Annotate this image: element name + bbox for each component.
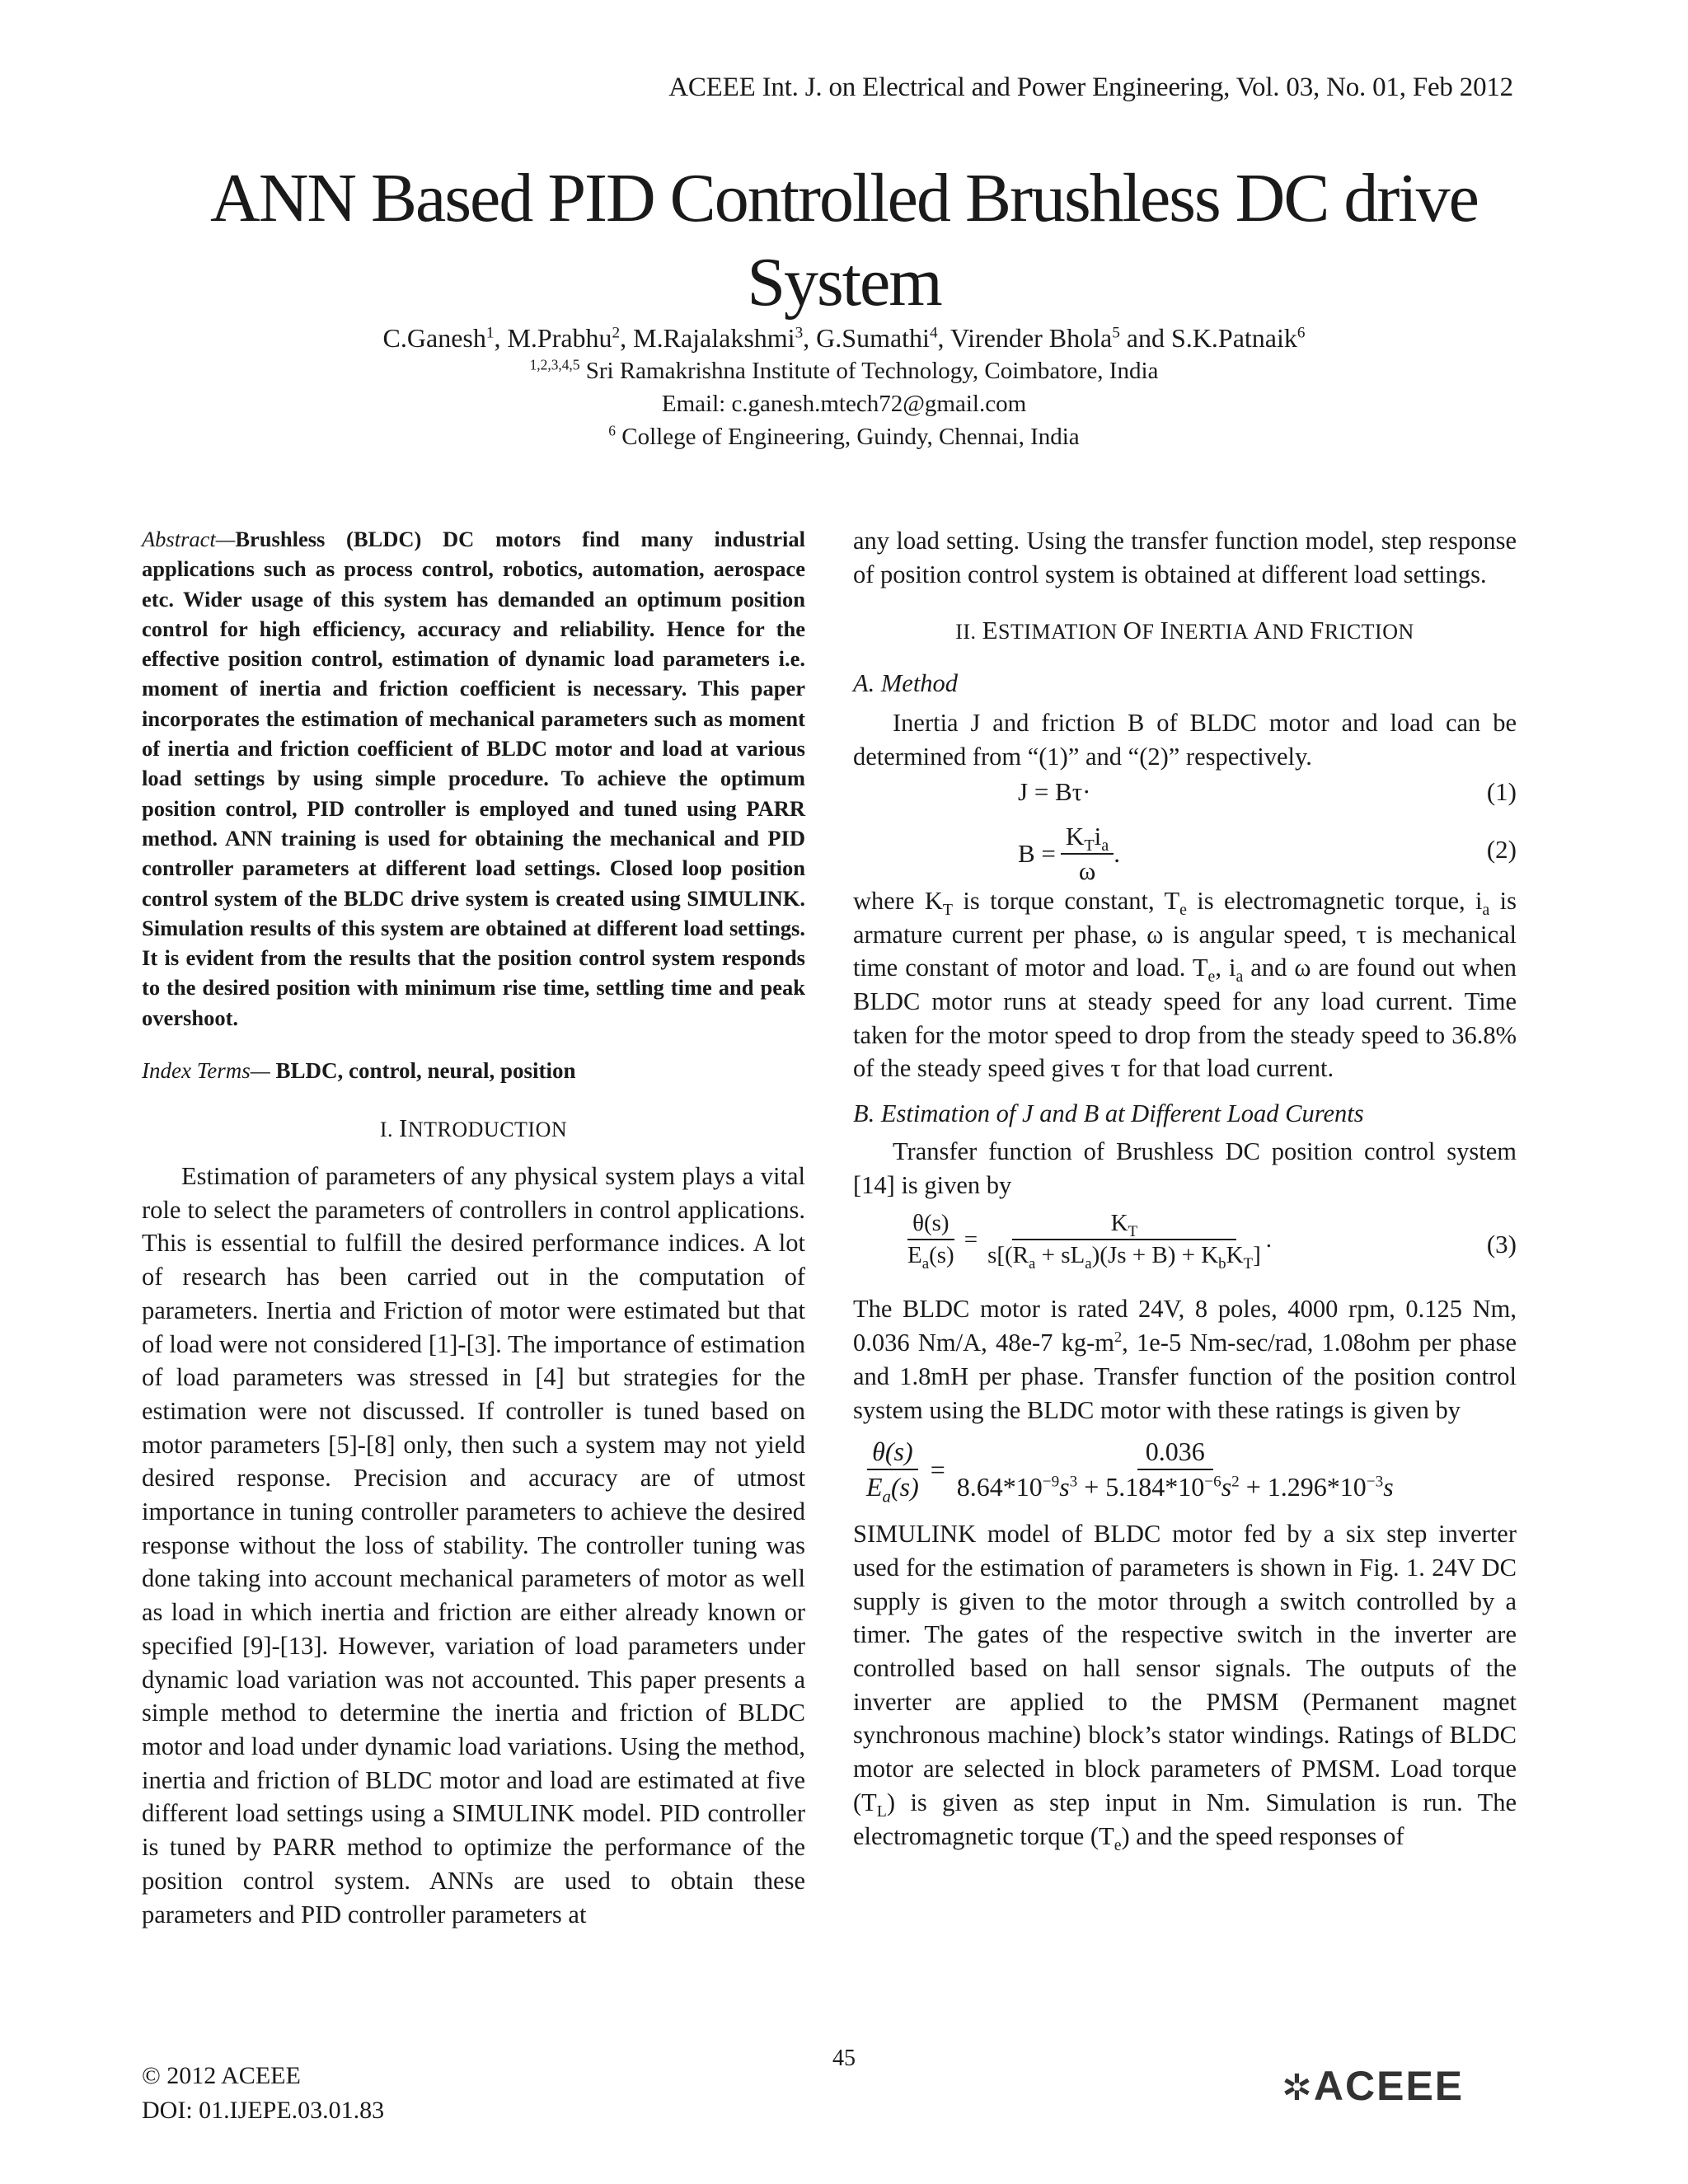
title-line-2: System bbox=[747, 244, 941, 321]
transfer-function-paragraph: Transfer function of Brushless DC position control system [14] is given by bbox=[853, 1137, 1517, 1199]
equation-4: $\frac{\theta(s)}{E_a(s)}$ = $\frac{0.036}{8.64*10^{-9}s^3 + 5.184*10^{-6}s^2 + 1.296*10^{-3}s}$ bbox=[866, 1436, 1394, 1507]
subsection-a-heading: A. Method bbox=[853, 669, 959, 698]
running-header: ACEEE Int. J. on Electrical and Power Engineering, Vol. 03, No. 01, Feb 2012 bbox=[668, 73, 1513, 102]
index-terms: Index Terms— BLDC, control, neural, position bbox=[142, 1058, 576, 1084]
author-email: Email: c.ganesh.mtech72@gmail.com bbox=[661, 391, 1027, 417]
star-icon: ✲ bbox=[1282, 2068, 1314, 2108]
method-paragraph: Inertia J and friction B of BLDC motor and load can be determined from “(1)” and “(2)” respectively. bbox=[853, 709, 1517, 771]
rating-paragraph: The BLDC motor is rated 24V, 8 poles, 4000 rpm, 0.125 Nm, 0.036 Nm/A, 48e-7 $kg-m^2$, 1e-5 Nm-sec/rad, 1.08ohm per phase and 1.8mH per phase. Transfer function of the position control system using the BLDC motor with these ratings is given by bbox=[853, 1295, 1517, 1424]
aceee-logo: ✲ACEEE bbox=[1282, 2063, 1465, 2109]
introduction-paragraph: Estimation of parameters of any physical system plays a vital role to select the parameters of controllers in control applications. This is essential to fulfill the desired performance indices. A lot of research has been carried out in the computation of parameters. Inertia and Friction of motor were estimated but that of load were not considered [1]-[3]. The importance of estimation of load parameters was stressed in [4] but strategies for the estimation were not discussed. If controller is tuned based on motor parameters [5]-[8] only, then such a system may not yield desired response. Precision and accuracy are of utmost importance in tuning controller parameters to achieve the desired response without the loss of stability. The controller tuning was done taking into account mechanical parameters of motor as well as load in which inertia and friction are either already known or specified [9]-[13]. However, variation of load parameters under dynamic load variation was not accounted. This paper presents a simple method to determine the inertia and friction of BLDC motor and load under dynamic load variations. Using the method, inertia and friction of BLDC motor and load are estimated at five different load settings using a SIMULINK model. PID controller is tuned by PARR method to optimize the performance of the position control system. ANNs are used to obtain these parameters and PID controller parameters at bbox=[142, 1162, 805, 1929]
copyright: © 2012 ACEEE bbox=[142, 2062, 301, 2089]
right-column bbox=[853, 524, 1517, 1853]
abstract: Abstract—Brushless (BLDC) DC motors find many industrial applications such as process control, robotics, automation, aerospace etc. Wider usage of this system has demanded an optimum position control for high efficiency, accuracy and reliability. Hence for the effective position control, estimation of dynamic load parameters i.e. moment of inertia and friction coefficient is necessary. This paper incorporates the estimation of mechanical parameters such as moment of inertia and friction coefficient of BLDC motor and load at various load settings by using simple procedure. To achieve the optimum position control, PID controller is employed and tuned using PARR method. ANN training is used for obtaining the mechanical and PID controller parameters at different load settings. Closed loop position control system of the BLDC drive system is created using SIMULINK. Simulation results of this system are obtained at different load settings. It is evident from the results that the position control system responds to the desired position with minimum rise time, settling time and peak overshoot. bbox=[142, 527, 805, 1030]
continued-paragraph: any load setting. Using the transfer function model, step response of position control system is obtained at different load settings. bbox=[853, 527, 1517, 588]
section-heading-introduction: I. INTRODUCTION bbox=[379, 1113, 568, 1143]
equation-3: $\frac{\theta(s)}{E_a(s)}$ = $\frac{K_T}{s[(R_a + sL_a)(Js + B) + K_bK_T]}$ . (3) bbox=[907, 1210, 1517, 1273]
equation-1: J = Bτ· (1) bbox=[1018, 776, 1517, 806]
simulink-paragraph: SIMULINK model of BLDC motor fed by a six step inverter used for the estimation of parameters is shown in Fig. 1. 24V DC supply is given to the motor through a switch controlled by a timer. The gates of the respective switch in the inverter are controlled based on hall sensor signals. The outputs of the inverter are applied to the PMSM (Permanent magnet synchronous machine) block’s stator windings. Ratings of BLDC motor are selected in block parameters of PMSM. Load torque $(T_L)$ is given as step input in Nm. Simulation is run. The electromagnetic torque $(T_e)$ and the speed responses of bbox=[853, 1520, 1517, 1854]
equation-2: B = $\frac{K_Ti_a}{\omega}$ . (2) bbox=[1018, 821, 1517, 885]
left-column bbox=[142, 524, 805, 1931]
affiliation-1: $^{1,2,3,4,5}$ Sri Ramakrishna Institute of Technology, Coimbatore, India bbox=[529, 356, 1159, 384]
where-paragraph: where $K_T$ is torque constant, $T_e$ is electromagnetic torque, $i_a$ is armature current per phase, ω is angular speed, τ is mechanical time constant of motor and load. $T_e$, $i_a$ and ω are found out when BLDC motor runs at steady speed for any load current. Time taken for the motor speed to drop from the steady speed to 36.8% of the steady speed gives τ for that load current. bbox=[853, 886, 1517, 1083]
doi: DOI: 01.IJEPE.03.01.83 bbox=[142, 2097, 385, 2124]
paper-title bbox=[0, 157, 1688, 325]
subsection-b-heading: B. Estimation of J and B at Different Load Curents bbox=[853, 1099, 1364, 1128]
affiliation-2: $^6$ College of Engineering, Guindy, Chennai, India bbox=[608, 422, 1080, 450]
section-heading-estimation: II. ESTIMATION OF INERTIA AND FRICTION bbox=[955, 616, 1414, 645]
page-number: 45 bbox=[832, 2046, 856, 2071]
author-list: C.Ganesh$^1$, M.Prabhu$^2$, M.Rajalakshmi$^3$, G.Sumathi$^4$, Virender Bhola$^5$ and S.K.Patnaik$^6$ bbox=[382, 323, 1306, 353]
title-line-1: ANN Based PID Controlled Brushless DC drive bbox=[210, 160, 1478, 237]
